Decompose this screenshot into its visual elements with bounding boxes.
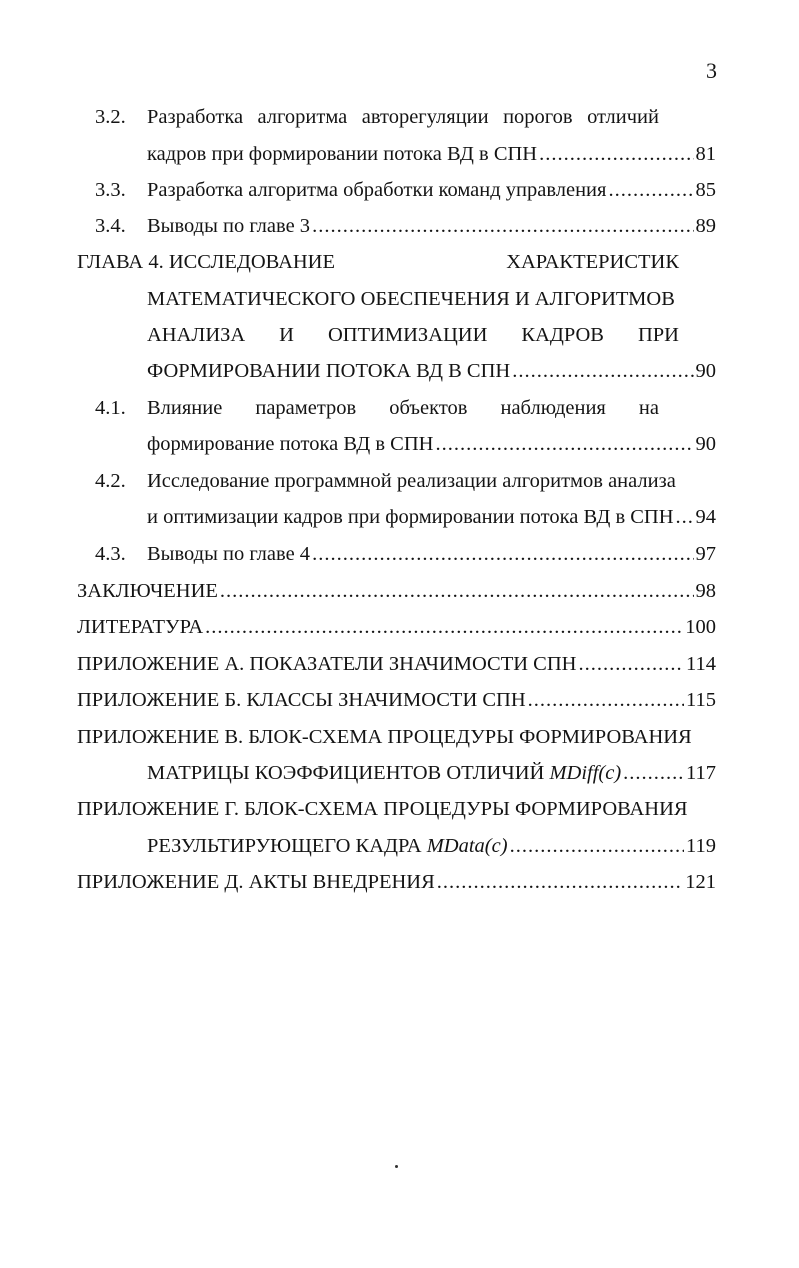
toc-entry-4-3 (0, 540, 799, 568)
toc-entry-text-plain: МАТРИЦЫ КОЭФФИЦИЕНТОВ ОТЛИЧИЙ (147, 762, 550, 784)
toc-page-number: 81 (695, 143, 716, 165)
word: Влияние (147, 397, 223, 419)
toc-entry-4-2-line2 (147, 503, 716, 531)
word: объектов (389, 397, 468, 419)
toc-entry-4-1-line2 (147, 430, 716, 458)
leader-dots (205, 613, 683, 641)
toc-entry-text (147, 832, 508, 860)
toc-entry-appendix-b (77, 686, 716, 714)
toc-entry-appendix-g-line2 (147, 832, 716, 860)
toc-page-number: 98 (695, 580, 716, 602)
toc-entry-text: ЗАКЛЮЧЕНИЕ (77, 580, 218, 602)
toc-entry-text: кадров при формировании потока ВД в СПН (147, 143, 538, 165)
toc-entry-3-2-line2 (147, 140, 716, 168)
word: И (279, 324, 294, 346)
toc-entry-3-3 (0, 176, 799, 204)
word: алгоритма (257, 106, 348, 128)
toc-entry-text: Разработка алгоритма обработки команд управления (147, 179, 607, 201)
toc-chapter-4-line1 (77, 248, 679, 276)
chapter-title: ГЛАВА 4. ИССЛЕДОВАНИЕ (77, 251, 336, 273)
toc-page-number: 114 (686, 653, 716, 675)
chapter-title: ХАРАКТЕРИСТИК (506, 251, 679, 273)
section-number: 4.2. (95, 470, 126, 492)
leader-dots (539, 140, 693, 168)
word: порогов (503, 106, 573, 128)
word: отличий (587, 106, 659, 128)
toc-entry-text: ПРИЛОЖЕНИЕ А. ПОКАЗАТЕЛИ ЗНАЧИМОСТИ СПН (77, 653, 577, 675)
section-number: 4.3. (95, 543, 126, 565)
toc-entry-text: ПРИЛОЖЕНИЕ В. БЛОК-СХЕМА ПРОЦЕДУРЫ ФОРМИРОВАНИЯ (77, 726, 692, 748)
toc-entry-text: ПРИЛОЖЕНИЕ Д. АКТЫ ВНЕДРЕНИЯ (77, 871, 435, 893)
toc-entry-appendix-v (77, 723, 692, 751)
toc-page-number: 97 (695, 543, 716, 565)
toc-entry-text (147, 759, 621, 787)
toc-page-number: 94 (695, 506, 716, 528)
scan-speck (395, 1165, 398, 1168)
toc-entry-appendix-v-line2 (147, 759, 716, 787)
toc-entry-3-4 (0, 212, 799, 240)
word: наблюдения (500, 397, 606, 419)
toc-page-number: 89 (695, 215, 716, 237)
leader-dots (435, 430, 693, 458)
word: КАДРОВ (521, 324, 604, 346)
chapter-title: МАТЕМАТИЧЕСКОГО ОБЕСПЕЧЕНИЯ И АЛГОРИТМОВ (147, 288, 675, 310)
toc-page-number: 85 (695, 179, 716, 201)
leader-dots (528, 686, 684, 714)
toc-entry-conclusion (77, 577, 716, 605)
leader-dots (623, 759, 684, 787)
toc-entry-text: ЛИТЕРАТУРА (77, 616, 204, 638)
word: параметров (255, 397, 357, 419)
toc-entry-text-plain: РЕЗУЛЬТИРУЮЩЕГО КАДРА (147, 835, 427, 857)
toc-entry-text: Выводы по главе 4 (147, 543, 311, 565)
toc-page-number: 121 (685, 871, 716, 893)
toc-page-number: 90 (695, 360, 716, 382)
toc-entry-text: Выводы по главе 3 (147, 215, 311, 237)
toc-entry-appendix-d (77, 868, 716, 896)
toc-entry-4-1 (0, 394, 799, 422)
word: АНАЛИЗА (147, 324, 246, 346)
toc-entry-text: и оптимизации кадров при формировании потока ВД в СПН (147, 506, 674, 528)
leader-dots (220, 577, 694, 605)
word: Разработка (147, 106, 244, 128)
word: ОПТИМИЗАЦИИ (327, 324, 488, 346)
leader-dots (578, 650, 684, 678)
leader-dots (512, 357, 693, 385)
formula-name: MData(c) (426, 835, 508, 857)
toc-page-number: 90 (695, 433, 716, 455)
toc-page-number: 100 (685, 616, 716, 638)
toc-page-number: 115 (686, 689, 716, 711)
section-number: 3.3. (95, 179, 126, 201)
leader-dots (510, 832, 684, 860)
word: авторегуляции (361, 106, 489, 128)
page-number: 3 (706, 58, 717, 83)
toc-entry-appendix-g (77, 795, 688, 823)
section-number: 3.4. (95, 215, 126, 237)
formula-name: MDiff(c) (549, 762, 622, 784)
toc-entry-text: формирование потока ВД в СПН (147, 433, 434, 455)
section-number: 3.2. (95, 106, 126, 128)
leader-dots (676, 503, 694, 531)
toc-entry-text-line (147, 103, 659, 131)
toc-chapter-4-line3 (147, 321, 679, 349)
toc-entry-text: ПРИЛОЖЕНИЕ Б. КЛАССЫ ЗНАЧИМОСТИ СПН (77, 689, 526, 711)
toc-entry-text: ПРИЛОЖЕНИЕ Г. БЛОК-СХЕМА ПРОЦЕДУРЫ ФОРМИРОВАНИЯ (77, 798, 688, 820)
toc-entry-appendix-a (77, 650, 716, 678)
chapter-title: ФОРМИРОВАНИИ ПОТОКА ВД В СПН (147, 360, 511, 382)
toc-page-number: 119 (686, 835, 716, 857)
toc-entry-4-2 (0, 467, 799, 495)
word: на (638, 397, 659, 419)
toc-chapter-4-line2 (147, 285, 675, 313)
toc-entry-text: Исследование программной реализации алгоритмов анализа (147, 470, 676, 492)
leader-dots (608, 176, 693, 204)
word: ПРИ (637, 324, 679, 346)
leader-dots (437, 868, 683, 896)
toc-entry-3-2 (0, 103, 799, 131)
section-number: 4.1. (95, 397, 126, 419)
toc-chapter-4-line4 (147, 357, 716, 385)
leader-dots (312, 540, 693, 568)
toc-entry-literature (77, 613, 716, 641)
toc-page-number: 117 (686, 762, 716, 784)
leader-dots (312, 212, 693, 240)
